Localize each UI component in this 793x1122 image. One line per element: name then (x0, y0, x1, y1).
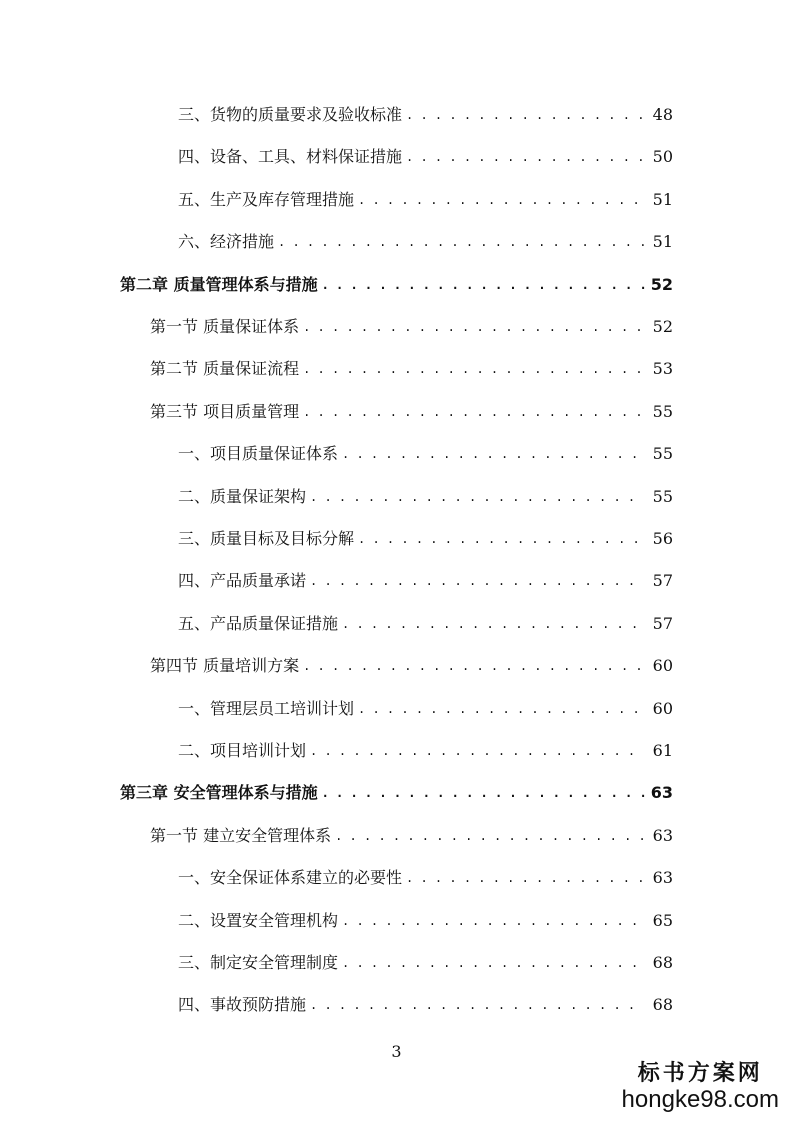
toc-entry[interactable] (178, 689, 673, 719)
toc-entry-page: 68 (652, 953, 673, 972)
watermark-url: hongke98.com (621, 1086, 779, 1113)
toc-entry-title: 五、生产及库存管理措施 (178, 190, 355, 209)
toc-entry-page: 57 (652, 614, 673, 633)
toc-entry[interactable] (178, 731, 673, 761)
toc-entry-page: 55 (652, 487, 673, 506)
toc-entry-title: 三、质量目标及目标分解 (178, 529, 355, 548)
toc-leader-dots (310, 571, 645, 591)
toc-leader-dots (358, 190, 645, 210)
watermark-site-name: 标书方案网 (637, 1060, 763, 1086)
toc-entry-title: 第一节 质量保证体系 (150, 317, 300, 336)
toc-leader-dots (322, 275, 645, 295)
page-number: 3 (391, 1042, 402, 1061)
toc-entry-page: 61 (652, 741, 673, 760)
toc-entry-page: 63 (650, 783, 673, 802)
toc-entry-title: 二、项目培训计划 (178, 741, 307, 760)
toc-entry[interactable] (178, 943, 673, 973)
toc-entry-page: 63 (652, 826, 673, 845)
toc-entry-page: 51 (652, 232, 673, 251)
toc-leader-dots (303, 402, 645, 422)
toc-entry-page: 52 (652, 317, 673, 336)
toc-entry-title: 第四节 质量培训方案 (150, 656, 300, 675)
toc-entry-page: 51 (652, 190, 673, 209)
toc-entry[interactable] (178, 519, 673, 549)
toc-entry-title: 六、经济措施 (178, 232, 275, 251)
toc-entry-title: 三、制定安全管理制度 (178, 953, 339, 972)
toc-entry-page: 55 (652, 402, 673, 421)
toc-leader-dots (406, 147, 645, 167)
toc-entry[interactable] (178, 604, 673, 634)
toc-entry-page: 53 (652, 359, 673, 378)
toc-entry-title: 一、项目质量保证体系 (178, 444, 339, 463)
toc-entry-title: 第二节 质量保证流程 (150, 359, 300, 378)
toc-entry-page: 55 (652, 444, 673, 463)
toc-entry-title: 第一节 建立安全管理体系 (150, 826, 332, 845)
toc-entry[interactable] (178, 95, 673, 125)
toc-leader-dots (278, 232, 645, 252)
toc-entry[interactable] (178, 137, 673, 167)
toc-entry[interactable] (178, 561, 673, 591)
toc-entry-title: 一、安全保证体系建立的必要性 (178, 868, 403, 887)
toc-entry-title: 一、管理层员工培训计划 (178, 699, 355, 718)
toc-entry[interactable] (178, 985, 673, 1015)
toc-entry[interactable] (150, 816, 673, 846)
toc-leader-dots (303, 359, 645, 379)
toc-entry-page: 60 (652, 656, 673, 675)
toc-leader-dots (342, 614, 645, 634)
toc-entry[interactable] (150, 646, 673, 676)
toc-leader-dots (342, 444, 645, 464)
toc-entry-page: 68 (652, 995, 673, 1014)
toc-entry-title: 第二章 质量管理体系与措施 (120, 275, 318, 294)
toc-entry-title: 五、产品质量保证措施 (178, 614, 339, 633)
toc-leader-dots (322, 783, 645, 803)
toc-leader-dots (406, 105, 645, 125)
toc-entry-title: 四、设备、工具、材料保证措施 (178, 147, 403, 166)
toc-leader-dots (310, 741, 645, 761)
toc-entry-page: 56 (652, 529, 673, 548)
toc-leader-dots (310, 487, 645, 507)
toc-leader-dots (406, 868, 645, 888)
toc-entry-page: 65 (652, 911, 673, 930)
toc-entry-title: 第三章 安全管理体系与措施 (120, 783, 318, 802)
toc-entry-title: 四、产品质量承诺 (178, 571, 307, 590)
toc-entry[interactable] (150, 349, 673, 379)
toc-entry[interactable] (178, 434, 673, 464)
toc-leader-dots (335, 826, 645, 846)
toc-entry-title: 四、事故预防措施 (178, 995, 307, 1014)
toc-entry[interactable] (150, 307, 673, 337)
toc-entry-title: 第三节 项目质量管理 (150, 402, 300, 421)
toc-entry[interactable] (120, 265, 673, 295)
toc-entry-page: 63 (652, 868, 673, 887)
toc-entry[interactable] (178, 222, 673, 252)
watermark-logo (622, 1060, 779, 1114)
toc-entry-page: 50 (652, 147, 673, 166)
toc-leader-dots (358, 699, 645, 719)
toc-leader-dots (342, 953, 645, 973)
toc-entry-page: 48 (652, 105, 673, 124)
toc-entry[interactable] (150, 392, 673, 422)
toc-entry-page: 57 (652, 571, 673, 590)
toc-entry-title: 三、货物的质量要求及验收标准 (178, 105, 403, 124)
toc-leader-dots (303, 317, 645, 337)
toc-entry[interactable] (178, 180, 673, 210)
toc-entry[interactable] (178, 858, 673, 888)
toc-entry-title: 二、质量保证架构 (178, 487, 307, 506)
toc-entry[interactable] (178, 901, 673, 931)
toc-entry-title: 二、设置安全管理机构 (178, 911, 339, 930)
toc-entry-page: 60 (652, 699, 673, 718)
toc-entry[interactable] (120, 773, 673, 803)
toc-leader-dots (303, 656, 645, 676)
toc-entry[interactable] (178, 477, 673, 507)
toc-leader-dots (310, 995, 645, 1015)
toc-leader-dots (342, 911, 645, 931)
toc-leader-dots (358, 529, 645, 549)
toc-entry-page: 52 (650, 275, 673, 294)
